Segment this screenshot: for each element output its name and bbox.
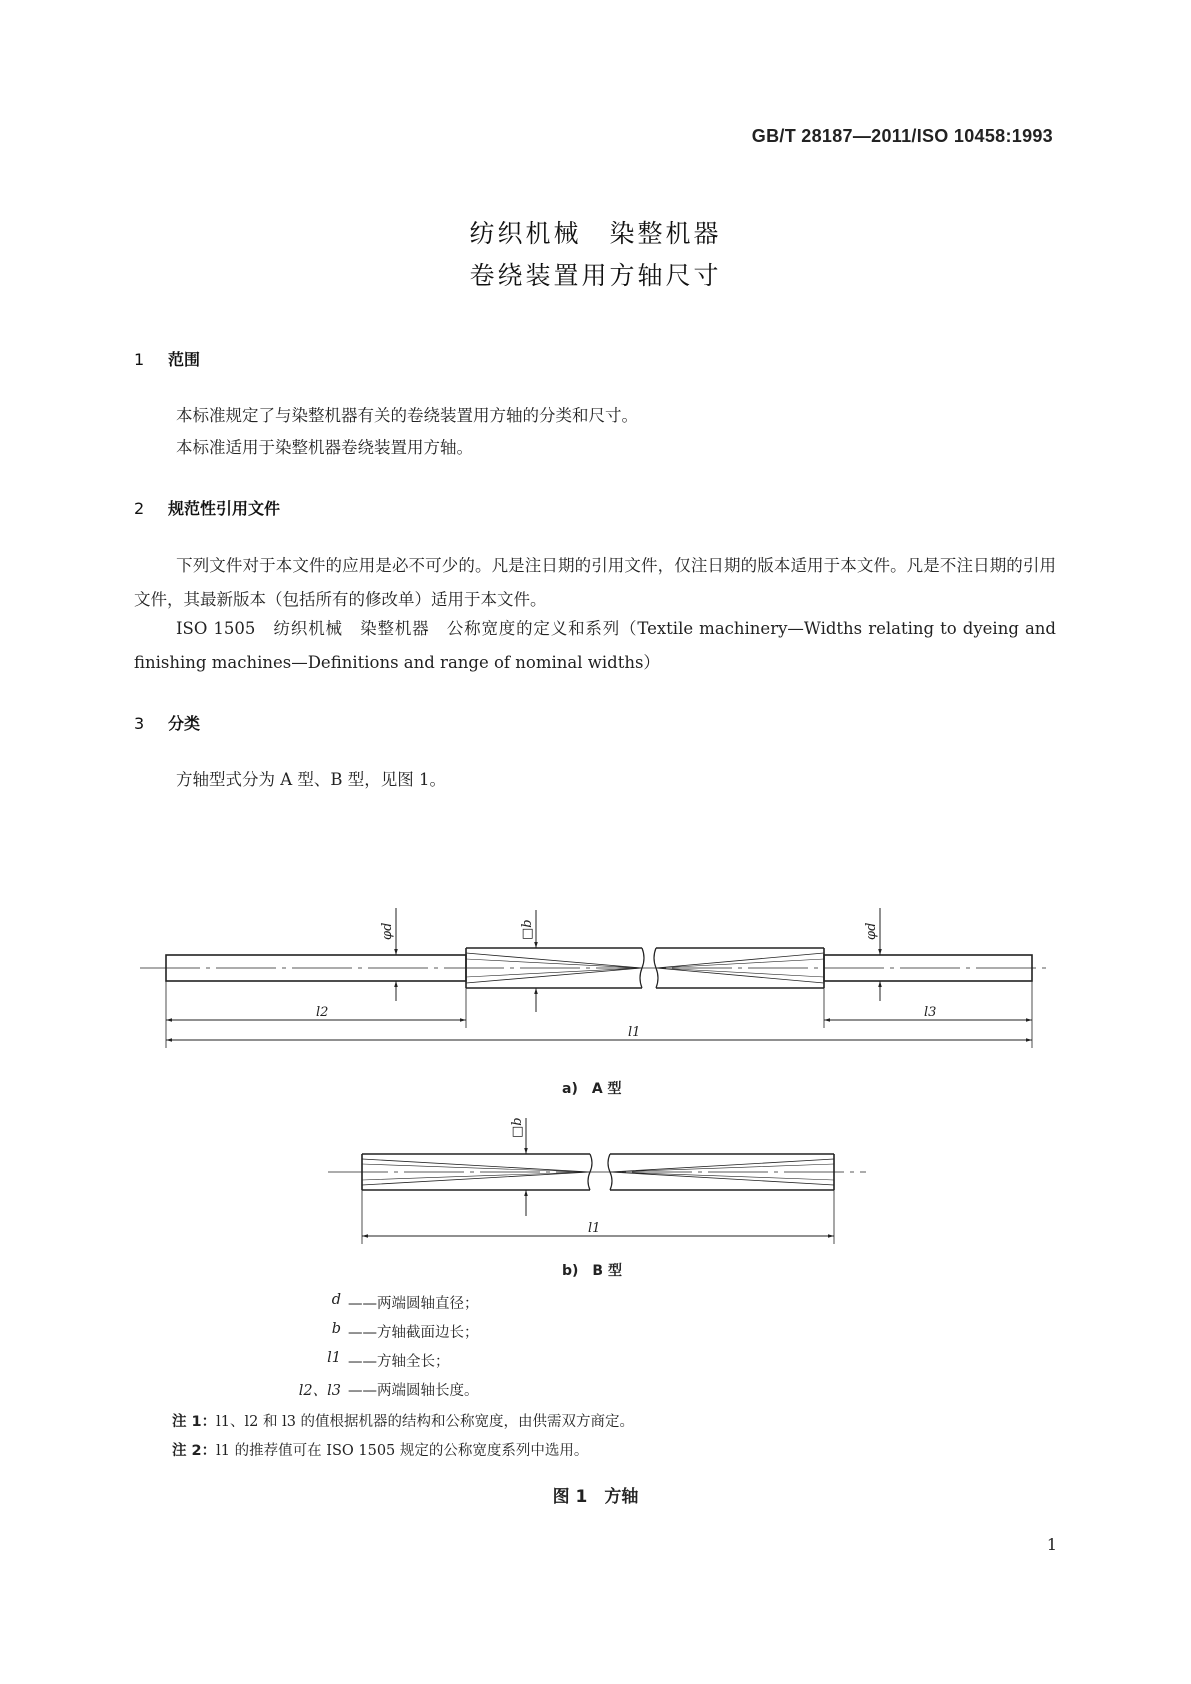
label-phi-d-left: φd — [380, 922, 395, 940]
title-line-2: 卷绕装置用方轴尺寸 — [469, 261, 722, 290]
section-number: 1 — [134, 350, 145, 369]
note-2: 注 2：l1 的推荐值可在 ISO 1505 规定的公称宽度系列中选用。 — [172, 1443, 589, 1459]
section-title: 分类 — [168, 714, 201, 733]
label-square-b: □b — [520, 919, 535, 940]
label-l2: l2 — [316, 1005, 329, 1020]
paragraph: 下列文件对于本文件的应用是必不可少的。凡是注日期的引用文件，仅注日期的版本适用于本文件。凡是不注日期的引用文件，其最新版本（包括所有的修改单）适用于本文件。 — [134, 556, 1056, 609]
standard-number: GB/T 28187—2011/ISO 10458:1993 — [751, 126, 1053, 146]
legend-text: ——方轴全长； — [348, 1354, 450, 1370]
paragraph: 本标准适用于染整机器卷绕装置用方轴。 — [176, 438, 473, 457]
section-number: 2 — [134, 499, 145, 518]
legend-text: ——两端圆轴长度。 — [348, 1383, 479, 1399]
caption-type-b: b) B 型 — [562, 1263, 622, 1279]
paragraph: 方轴型式分为 A 型、B 型，见图 1。 — [176, 770, 447, 789]
legend-symbol: d — [331, 1292, 341, 1308]
section-number: 3 — [134, 714, 145, 733]
title-line-1: 纺织机械 染整机器 — [469, 219, 722, 248]
legend-text: ——两端圆轴直径； — [348, 1296, 479, 1312]
shaft-type-a — [140, 908, 1048, 1048]
section-title: 规范性引用文件 — [168, 499, 281, 518]
paragraph: ISO 1505 纺织机械 染整机器 公称宽度的定义和系列（Textile machinery—Widths relating to dyeing and finishing machines—Definitions and range of nominal widths） — [134, 619, 1056, 672]
label-l1-b: l1 — [588, 1221, 601, 1236]
legend-symbol: l2、l3 — [298, 1383, 341, 1399]
legend-symbol: l1 — [327, 1350, 341, 1366]
page-number: 1 — [1046, 1535, 1057, 1554]
paragraph: 本标准规定了与染整机器有关的卷绕装置用方轴的分类和尺寸。 — [176, 406, 638, 425]
legend-symbol: b — [331, 1321, 341, 1337]
figure-title: 图 1 方轴 — [552, 1487, 639, 1507]
section-title: 范围 — [168, 350, 201, 369]
caption-type-a: a) A 型 — [562, 1081, 622, 1097]
label-l1-a: l1 — [628, 1025, 641, 1040]
note-1: 注 1：l1、l2 和 l3 的值根据机器的结构和公称宽度，由供需双方商定。 — [172, 1414, 635, 1430]
label-square-b-b: □b — [510, 1117, 525, 1138]
label-l3: l3 — [924, 1005, 937, 1020]
legend-text: ——方轴截面边长； — [348, 1325, 479, 1341]
label-phi-d-right: φd — [864, 922, 879, 940]
